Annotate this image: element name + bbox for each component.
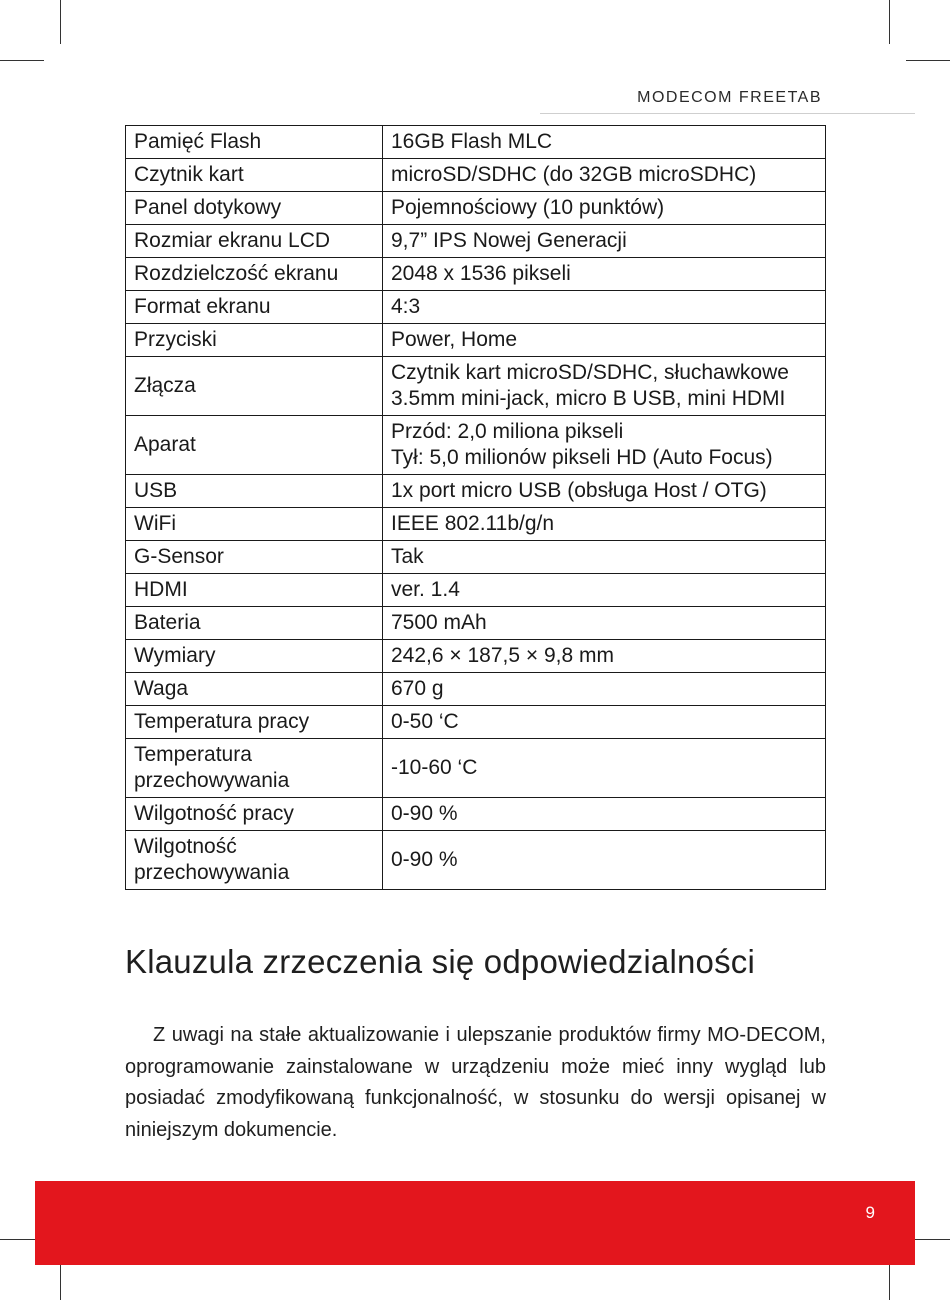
table-row [126, 706, 826, 739]
spec-value: 242,6 × 187,5 × 9,8 mm [383, 640, 826, 673]
page-number: 9 [865, 1203, 875, 1222]
spec-value: 1x port micro USB (obsługa Host / OTG) [383, 475, 826, 508]
table-row [126, 739, 826, 798]
spec-label: Bateria [126, 607, 383, 640]
spec-label: Złącza [126, 357, 383, 416]
table-row [126, 574, 826, 607]
spec-value: Pojemnościowy (10 punktów) [383, 192, 826, 225]
spec-value: 2048 x 1536 pikseli [383, 258, 826, 291]
spec-label: Wilgotność pracy [126, 798, 383, 831]
crop-mark [60, 0, 61, 44]
spec-label: Przyciski [126, 324, 383, 357]
table-row [126, 324, 826, 357]
disclaimer-paragraph: Z uwagi na stałe aktualizowanie i ulepszanie produktów firmy MO-DECOM, oprogramowanie zainstalowane w urządzeniu może mieć inny wygląd lub posiadać zmodyfikowaną funkcjonalność, w stosunku do wersji opisanej w niniejszym dokumencie. [125, 1024, 826, 1141]
spec-label: Czytnik kart [126, 159, 383, 192]
table-row [126, 673, 826, 706]
spec-label: HDMI [126, 574, 383, 607]
spec-label: Wymiary [126, 640, 383, 673]
spec-value: 0-50 ‘C [383, 706, 826, 739]
table-row [126, 225, 826, 258]
spec-label: Panel dotykowy [126, 192, 383, 225]
table-row [126, 416, 826, 475]
table-row [126, 640, 826, 673]
spec-value: IEEE 802.11b/g/n [383, 508, 826, 541]
spec-label: Temperatura pracy [126, 706, 383, 739]
table-row [126, 475, 826, 508]
spec-value: 16GB Flash MLC [383, 126, 826, 159]
table-row [126, 607, 826, 640]
spec-value: 0-90 % [383, 831, 826, 890]
spec-label: Temperatura przechowywania [126, 739, 383, 798]
spec-value: -10-60 ‘C [383, 739, 826, 798]
spec-label: Aparat [126, 416, 383, 475]
spec-table [125, 125, 826, 890]
table-row [126, 541, 826, 574]
spec-label: Rozdzielczość ekranu [126, 258, 383, 291]
spec-label: USB [126, 475, 383, 508]
spec-value: 0-90 % [383, 798, 826, 831]
crop-mark [0, 60, 44, 61]
spec-label: Rozmiar ekranu LCD [126, 225, 383, 258]
spec-value: 670 g [383, 673, 826, 706]
table-row [126, 192, 826, 225]
table-row [126, 831, 826, 890]
spec-label: WiFi [126, 508, 383, 541]
spec-label: Pamięć Flash [126, 126, 383, 159]
section-title: Klauzula zrzeczenia się odpowiedzialności [125, 943, 756, 980]
spec-value: Tak [383, 541, 826, 574]
table-row [126, 508, 826, 541]
crop-mark [889, 0, 890, 44]
table-row [126, 798, 826, 831]
crop-mark [906, 60, 950, 61]
table-row [126, 291, 826, 324]
spec-value: 9,7” IPS Nowej Generacji [383, 225, 826, 258]
spec-value: Przód: 2,0 miliona pikseli Tył: 5,0 milionów pikseli HD (Auto Focus) [383, 416, 826, 475]
table-row [126, 159, 826, 192]
spec-label: Waga [126, 673, 383, 706]
running-header: MODECOM FREETAB [637, 89, 822, 106]
spec-value: ver. 1.4 [383, 574, 826, 607]
spec-value: 4:3 [383, 291, 826, 324]
spec-value: 7500 mAh [383, 607, 826, 640]
table-row [126, 126, 826, 159]
spec-value: Czytnik kart microSD/SDHC, słuchawkowe 3.5mm mini-jack, micro B USB, mini HDMI [383, 357, 826, 416]
table-row [126, 258, 826, 291]
table-row [126, 357, 826, 416]
spec-label: G-Sensor [126, 541, 383, 574]
footer-bar [35, 1181, 915, 1265]
spec-value: Power, Home [383, 324, 826, 357]
spec-label: Format ekranu [126, 291, 383, 324]
spec-value: microSD/SDHC (do 32GB microSDHC) [383, 159, 826, 192]
header-rule [540, 113, 915, 114]
spec-label: Wilgotność przechowywania [126, 831, 383, 890]
